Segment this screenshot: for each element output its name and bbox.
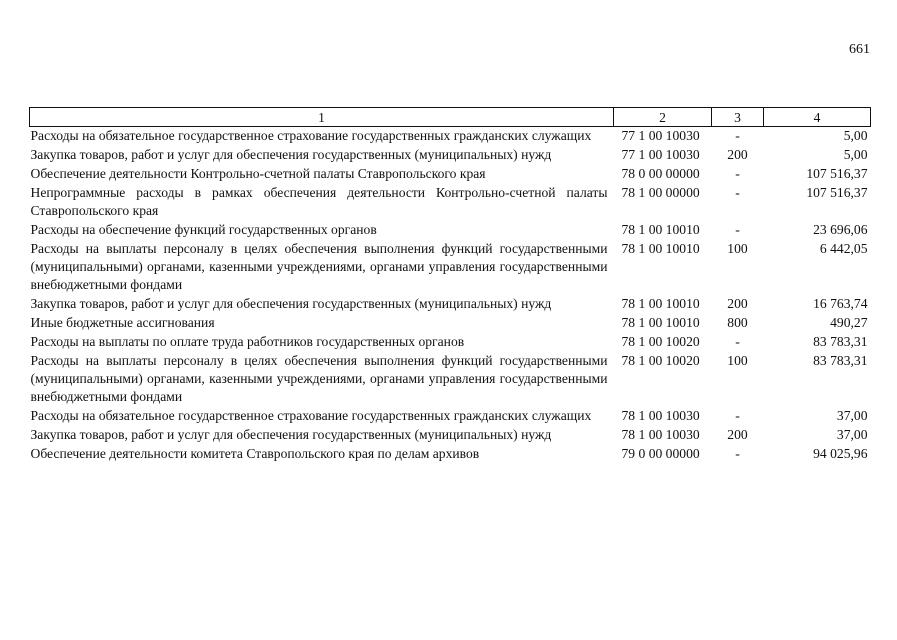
row-amount: 37,00	[836, 408, 868, 423]
row-amount: 107 516,37	[806, 166, 868, 181]
row-expense-type: 200	[727, 147, 748, 162]
header-col-1: 1	[30, 108, 614, 127]
table-row	[30, 426, 871, 445]
row-name: Расходы на обеспечение функций государственных органов	[30, 222, 377, 237]
row-code: 79 0 00 00000	[621, 446, 700, 461]
row-expense-type: -	[735, 222, 740, 237]
table-row	[30, 184, 871, 221]
row-name: Обеспечение деятельности Контрольно-счетной палаты Ставропольского края	[30, 166, 486, 181]
row-code: 78 1 00 00000	[621, 185, 700, 200]
header-col-2: 2	[614, 108, 712, 127]
row-amount: 107 516,37	[806, 185, 868, 200]
row-code: 78 1 00 10020	[621, 334, 700, 349]
row-code: 78 1 00 10030	[621, 427, 700, 442]
row-name: Расходы на выплаты по оплате труда работников государственных органов	[30, 334, 465, 349]
table-row	[30, 240, 871, 295]
table-row	[30, 146, 871, 165]
row-expense-type: -	[735, 408, 740, 423]
row-code: 78 1 00 10020	[621, 353, 700, 368]
row-code: 78 1 00 10010	[621, 241, 700, 256]
row-amount: 94 025,96	[813, 446, 868, 461]
row-name: Закупка товаров, работ и услуг для обеспечения государственных (муниципальных) нужд	[30, 147, 552, 162]
row-name: Обеспечение деятельности комитета Ставропольского края по делам архивов	[30, 446, 480, 461]
page-number: 661	[849, 42, 870, 57]
row-expense-type: -	[735, 128, 740, 143]
row-expense-type: 200	[727, 427, 748, 442]
row-name: Закупка товаров, работ и услуг для обеспечения государственных (муниципальных) нужд	[30, 296, 552, 311]
row-code: 78 1 00 10010	[621, 222, 700, 237]
row-name: Закупка товаров, работ и услуг для обеспечения государственных (муниципальных) нужд	[30, 427, 552, 442]
row-expense-type: -	[735, 185, 740, 200]
row-code: 78 0 00 00000	[621, 166, 700, 181]
row-name: Расходы на выплаты персоналу в целях обеспечения выполнения функций государственными (муниципальными) органами, казенными учреждениями, органами управления государственными внебюджетными фондами	[30, 241, 608, 292]
row-expense-type: 100	[727, 241, 748, 256]
budget-table	[29, 107, 871, 464]
row-expense-type: 100	[727, 353, 748, 368]
row-code: 78 1 00 10030	[621, 408, 700, 423]
row-expense-type: -	[735, 166, 740, 181]
row-amount: 490,27	[830, 315, 868, 330]
row-expense-type: 200	[727, 296, 748, 311]
row-name: Иные бюджетные ассигнования	[30, 315, 215, 330]
table-row	[30, 165, 871, 184]
row-code: 78 1 00 10010	[621, 296, 700, 311]
header-col-4: 4	[764, 108, 871, 127]
row-amount: 5,00	[843, 128, 868, 143]
row-name: Непрограммные расходы в рамках обеспечения деятельности Контрольно-счетной палаты Ставропольского края	[30, 185, 608, 218]
table-row	[30, 314, 871, 333]
row-expense-type: -	[735, 334, 740, 349]
header-col-3: 3	[712, 108, 764, 127]
row-amount: 83 783,31	[813, 353, 868, 368]
table-row	[30, 352, 871, 407]
table-row	[30, 127, 871, 147]
row-name: Расходы на обязательное государственное страхование государственных гражданских служащих	[30, 128, 592, 143]
row-name: Расходы на выплаты персоналу в целях обеспечения выполнения функций государственными (муниципальными) органами, казенными учреждениями, органами управления государственными внебюджетными фондами	[30, 353, 608, 404]
row-expense-type: -	[735, 446, 740, 461]
table-row	[30, 445, 871, 464]
table-row	[30, 333, 871, 352]
table-header-row	[30, 108, 871, 127]
row-amount: 6 442,05	[819, 241, 868, 256]
table-row	[30, 295, 871, 314]
row-amount: 16 763,74	[813, 296, 868, 311]
row-amount: 5,00	[843, 147, 868, 162]
row-amount: 37,00	[836, 427, 868, 442]
row-code: 77 1 00 10030	[621, 147, 700, 162]
row-code: 77 1 00 10030	[621, 128, 700, 143]
row-amount: 83 783,31	[813, 334, 868, 349]
table-body	[30, 127, 871, 465]
table-row	[30, 221, 871, 240]
row-amount: 23 696,06	[813, 222, 868, 237]
row-code: 78 1 00 10010	[621, 315, 700, 330]
row-expense-type: 800	[727, 315, 748, 330]
table-row	[30, 407, 871, 426]
row-name: Расходы на обязательное государственное страхование государственных гражданских служащих	[30, 408, 592, 423]
